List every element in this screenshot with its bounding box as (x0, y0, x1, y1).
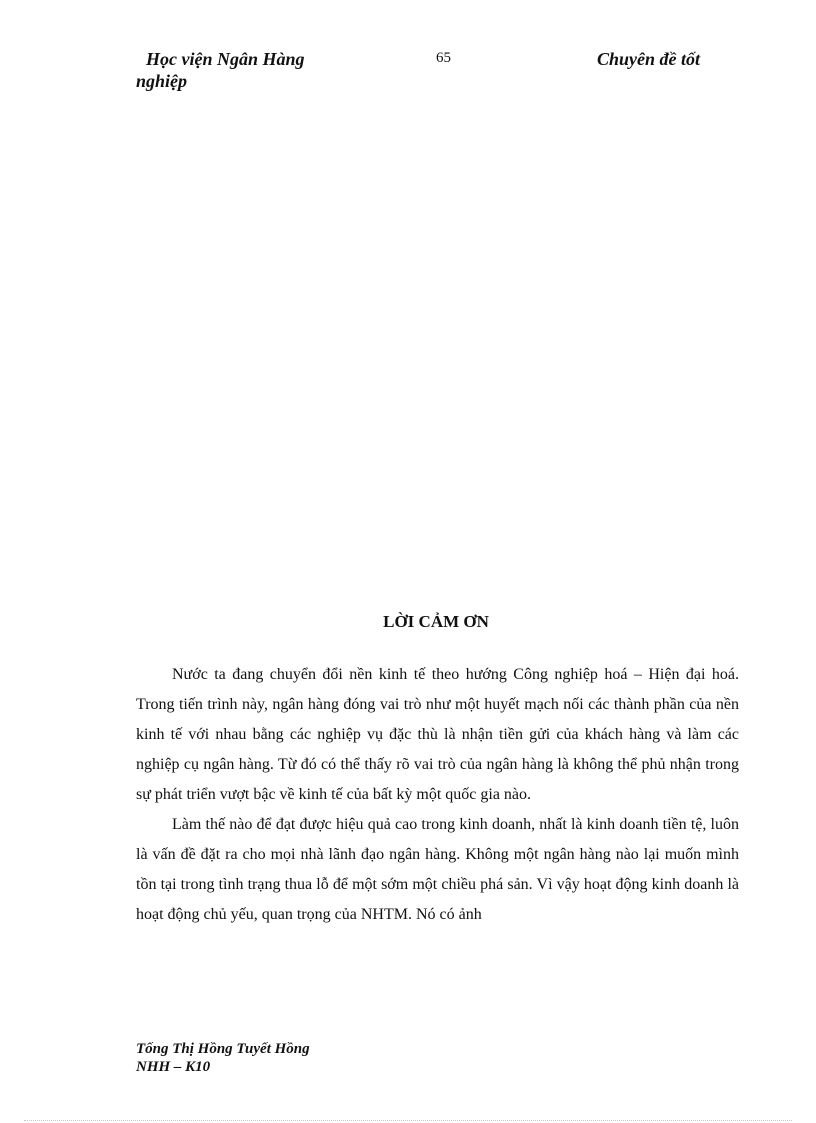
page-number: 65 (436, 50, 451, 66)
footer-author (136, 1040, 310, 1076)
body-text (136, 660, 739, 930)
paragraph-1: Nước ta đang chuyển đổi nền kinh tế theo hướng Công nghiệp hoá – Hiện đại hoá. Trong tiến trình này, ngân hàng đóng vai trò như một huyết mạch nối các thành phần của nền kinh tế với nhau bằng các nghiệp vụ đặc thù là nhận tiền gửi của khách hàng và làm các nghiệp cụ ngân hàng. Từ đó có thể thấy rõ vai trò của ngân hàng là không thể phủ nhận trong sự phát triển vượt bậc về kinh tế của bất kỳ một quốc gia nào. (136, 666, 739, 803)
header-institution: Học viện Ngân Hàng nghiệp (136, 49, 305, 91)
header-report-type: Chuyên đề tốt (597, 49, 701, 69)
paragraph-2: Làm thế nào để đạt được hiệu quả cao trong kinh doanh, nhất là kinh doanh tiền tệ, luôn là vấn đề đặt ra cho mọi nhà lãnh đạo ngân hàng. Không một ngân hàng nào lại muốn mình tồn tại trong tình trạng thua lỗ để một sớm một chiều phá sản. Vì vậy hoạt động kinh doanh là hoạt động chủ yếu, quan trọng của NHTM. Nó có ảnh (136, 816, 739, 923)
footer-class: NHH – K10 (136, 1059, 211, 1075)
footer-author-name: Tống Thị Hồng Tuyết Hồng (136, 1041, 310, 1057)
section-title: LỜI CẢM ƠN (383, 612, 489, 631)
page-bottom-divider (24, 1120, 792, 1121)
